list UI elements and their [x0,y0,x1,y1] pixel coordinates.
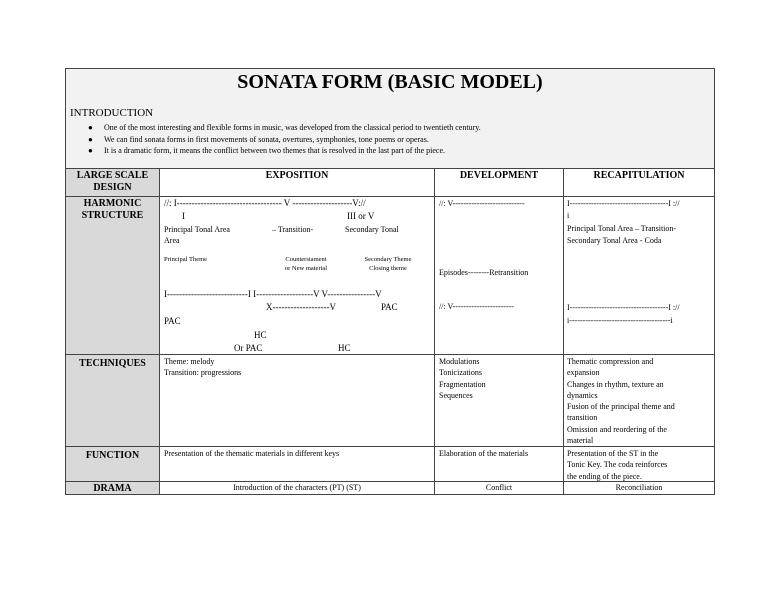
cadence-line: I---------------------------I I-------------------V V----------------V [164,289,382,299]
drama-exposition: Introduction of the characters (PT) (ST) [233,483,361,492]
recap-harmonic-line-2: I-------------------------------------I :// [567,303,680,312]
recap-areas: Principal Tonal Area – Transition- [567,224,677,233]
row-label-techniques: TECHNIQUES [79,358,146,369]
recap-harmonic-line-3: i--------------------------------------i [567,316,673,325]
hc-label: HC [254,330,267,340]
x-line: X-------------------V [266,302,336,312]
development-harmonic-line-2: //: V----------------------- [439,302,514,311]
header-development: DEVELOPMENT [459,170,539,181]
list-item: ● It is a dramatic form, it means the conflict between two themes that is resolved in the last part of the piece. [88,146,445,155]
divider [66,196,714,197]
small-principal-theme: Principal Theme [164,256,208,263]
page-title: SONATA FORM (BASIC MODEL) [237,71,543,93]
row-label-harmonic: HARMONIC STRUCTURE [81,198,144,221]
header-recapitulation: RECAPITULATION [593,170,685,181]
introduction-list [88,122,481,157]
pac-left: PAC [164,316,181,326]
hc-label-2: HC [338,343,351,353]
row-label-function: FUNCTION [85,450,140,461]
function-recap: Presentation of the ST in the Tonic Key. The coda reinforces the ending of the piece. [567,449,668,481]
pac-right: PAC [381,302,398,312]
small-counterstatement: Counterstament [285,256,327,263]
row-label-large-scale: LARGE SCALE DESIGN [76,170,149,193]
function-exposition: Presentation of the thematic materials in different keys [164,449,340,458]
row-label-drama: DRAMA [93,483,132,494]
list-item: ● We can find sonata forms in first movements of sonata, overtures, symphonies, tone poems or operas. [88,134,429,144]
small-secondary-theme: Secondary Theme [364,256,412,263]
small-new-material: or New material [284,265,328,272]
techniques-recap: Thematic compression and expansion Changes in rhythm, texture an dynamics Fusion of the principal theme and transition Omission and reordering of the material [567,357,675,446]
principal-tonal-area: Principal Tonal Area [164,225,230,234]
roman-numeral-I: I [182,211,185,221]
small-closing-theme: Closing theme [369,265,407,272]
drama-recap: Reconciliation [615,483,663,492]
exposition-harmonic-line: //: I----------------------------------- V --------------------V:// [164,198,366,208]
roman-numeral-III-V: III or V [347,211,375,221]
document-page [65,68,715,495]
techniques-development: Modulations Tonicizations Fragmentation Sequences [439,357,486,400]
bullet-icon: ● [88,134,93,144]
episodes-retransition: Episodes--------Retransition [439,268,529,277]
drama-development: Conflict [485,483,513,492]
header-exposition: EXPOSITION [265,170,329,181]
function-development: Elaboration of the materials [439,449,529,458]
list-item: ● One of the most interesting and flexible forms in music, was developed from the classical period to twentieth century. [88,123,481,132]
transition-label: – Transition- [272,225,314,234]
bullet-icon: ● [88,146,93,155]
bullet-icon: ● [88,123,93,132]
recap-harmonic-wrap: i [567,211,570,220]
principal-area-wrap: Area [164,236,180,245]
techniques-exposition: Theme: melody Transition: progressions [164,357,242,378]
recap-harmonic-line: I-------------------------------------I :// [567,199,680,208]
secondary-tonal-area: Secondary Tonal [345,225,399,234]
development-harmonic-line: //: V--------------------------- [439,199,525,208]
divider [66,354,714,355]
recap-areas-2: Secondary Tonal Area - Coda [567,236,662,245]
or-pac-label: Or PAC [234,343,263,353]
title-section [66,69,714,169]
introduction-heading: INTRODUCTION [70,107,154,119]
